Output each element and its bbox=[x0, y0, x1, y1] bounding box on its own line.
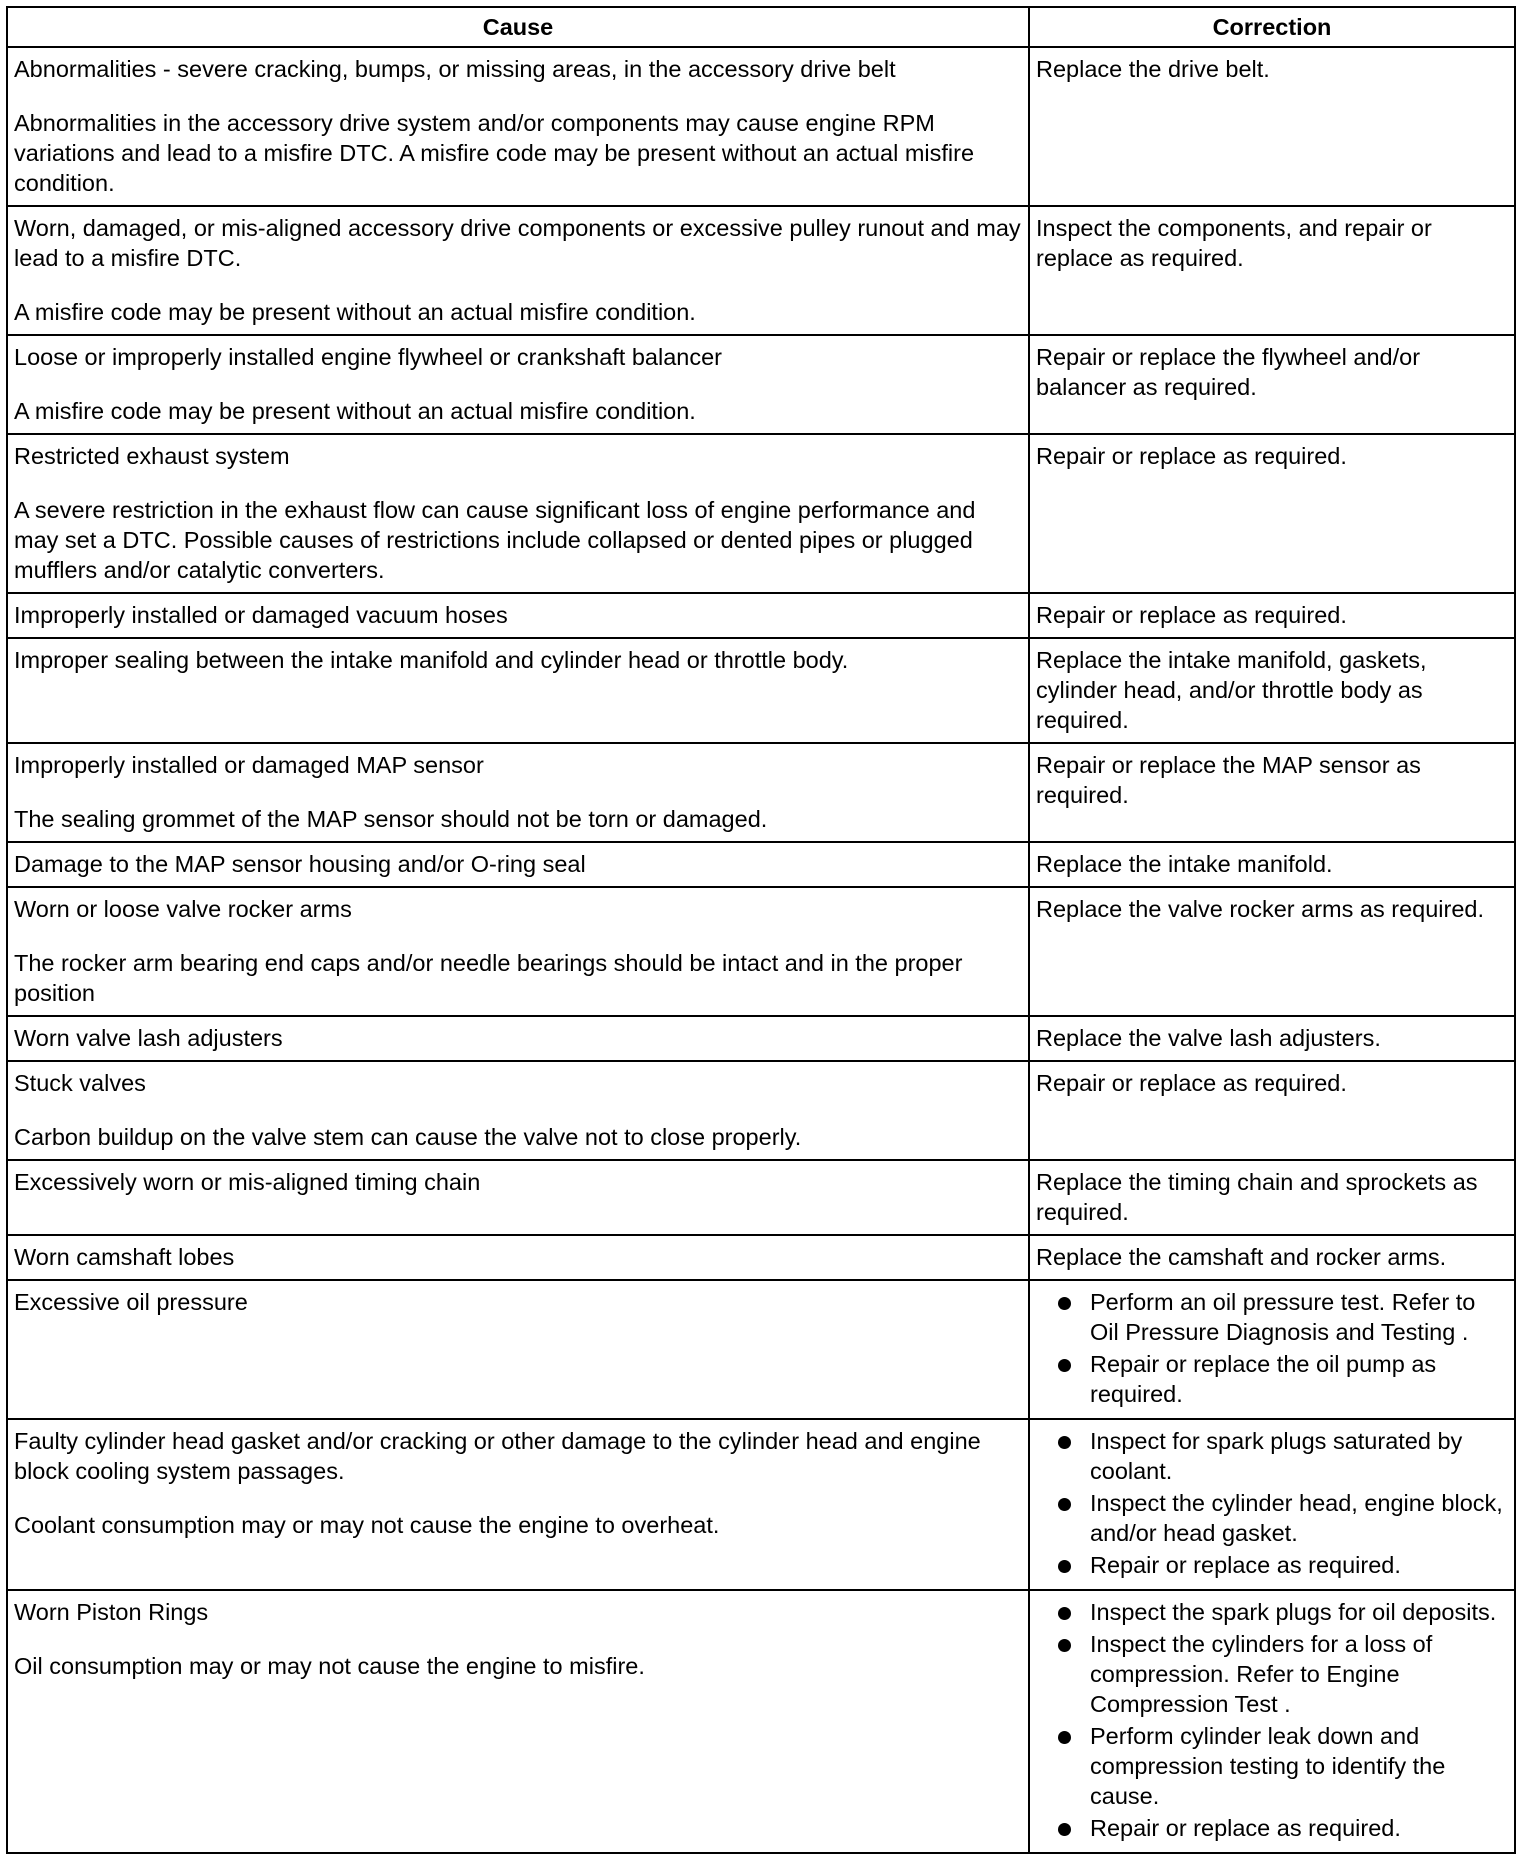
table-row bbox=[7, 47, 1515, 206]
cause-cell bbox=[7, 1419, 1029, 1590]
table-row bbox=[7, 1160, 1515, 1235]
correction-bullet-item: Inspect for spark plugs saturated by coolant. bbox=[1036, 1426, 1508, 1486]
correction-cell bbox=[1029, 434, 1515, 593]
cause-cell bbox=[7, 1160, 1029, 1235]
correction-text: Repair or replace as required. bbox=[1036, 1070, 1347, 1096]
cause-note: A severe restriction in the exhaust flow can cause significant loss of engine performance and may set a DTC. Possible causes of restrictions include collapsed or dented pipes or plugged mufflers and/or catalytic converters. bbox=[14, 497, 976, 583]
cause-text: Improperly installed or damaged vacuum hoses bbox=[14, 602, 508, 628]
correction-text: Repair or replace the MAP sensor as required. bbox=[1036, 752, 1421, 808]
cause-cell bbox=[7, 638, 1029, 743]
table-row bbox=[7, 1016, 1515, 1061]
cause-note: A misfire code may be present without an actual misfire condition. bbox=[14, 299, 696, 325]
correction-bullet-item: Inspect the spark plugs for oil deposits. bbox=[1036, 1597, 1508, 1627]
cause-text: Damage to the MAP sensor housing and/or O-ring seal bbox=[14, 851, 586, 877]
cause-text: Improperly installed or damaged MAP sensor bbox=[14, 752, 484, 778]
table-row bbox=[7, 1419, 1515, 1590]
correction-bullet-item: Repair or replace as required. bbox=[1036, 1813, 1508, 1843]
correction-text: Replace the camshaft and rocker arms. bbox=[1036, 1244, 1447, 1270]
table-row bbox=[7, 887, 1515, 1016]
correction-cell bbox=[1029, 743, 1515, 842]
correction-text: Repair or replace as required. bbox=[1036, 602, 1347, 628]
table-row bbox=[7, 638, 1515, 743]
correction-cell bbox=[1029, 887, 1515, 1016]
cause-cell bbox=[7, 1016, 1029, 1061]
cause-note: Carbon buildup on the valve stem can cause the valve not to close properly. bbox=[14, 1124, 802, 1150]
cause-cell bbox=[7, 842, 1029, 887]
correction-text: Repair or replace the flywheel and/or balancer as required. bbox=[1036, 344, 1421, 400]
correction-header: Correction bbox=[1029, 7, 1515, 47]
cause-text: Improper sealing between the intake manifold and cylinder head or throttle body. bbox=[14, 647, 849, 673]
correction-bullet-item: Repair or replace as required. bbox=[1036, 1550, 1508, 1580]
cause-text: Excessive oil pressure bbox=[14, 1289, 248, 1315]
cause-note: Coolant consumption may or may not cause the engine to overheat. bbox=[14, 1512, 720, 1538]
cause-text: Stuck valves bbox=[14, 1070, 146, 1096]
correction-cell bbox=[1029, 1160, 1515, 1235]
cause-cell bbox=[7, 1235, 1029, 1280]
cause-cell bbox=[7, 743, 1029, 842]
correction-cell bbox=[1029, 593, 1515, 638]
cause-note: Oil consumption may or may not cause the engine to misfire. bbox=[14, 1653, 645, 1679]
table-row bbox=[7, 1590, 1515, 1853]
cause-text: Abnormalities - severe cracking, bumps, or missing areas, in the accessory drive belt bbox=[14, 56, 896, 82]
cause-text: Faulty cylinder head gasket and/or cracking or other damage to the cylinder head and engine block cooling system passages. bbox=[14, 1428, 981, 1484]
cause-text: Worn, damaged, or mis-aligned accessory drive components or excessive pulley runout and may lead to a misfire DTC. bbox=[14, 215, 1021, 271]
cause-text: Worn camshaft lobes bbox=[14, 1244, 235, 1270]
cause-cell bbox=[7, 335, 1029, 434]
correction-cell bbox=[1029, 1280, 1515, 1419]
correction-text: Replace the intake manifold. bbox=[1036, 851, 1333, 877]
correction-bullet-item: Perform an oil pressure test. Refer to Oil Pressure Diagnosis and Testing . bbox=[1036, 1287, 1508, 1347]
correction-text: Replace the valve rocker arms as required. bbox=[1036, 896, 1485, 922]
cause-cell bbox=[7, 887, 1029, 1016]
table-row bbox=[7, 434, 1515, 593]
table-row bbox=[7, 1280, 1515, 1419]
correction-text: Replace the valve lash adjusters. bbox=[1036, 1025, 1381, 1051]
cause-cell bbox=[7, 206, 1029, 335]
correction-text: Replace the drive belt. bbox=[1036, 56, 1270, 82]
correction-bullet-list bbox=[1036, 1287, 1508, 1409]
cause-cell bbox=[7, 1590, 1029, 1853]
correction-cell bbox=[1029, 1590, 1515, 1853]
table-row bbox=[7, 335, 1515, 434]
table-row bbox=[7, 743, 1515, 842]
table-row bbox=[7, 206, 1515, 335]
correction-text: Replace the timing chain and sprockets as required. bbox=[1036, 1169, 1478, 1225]
cause-note: A misfire code may be present without an actual misfire condition. bbox=[14, 398, 696, 424]
correction-cell bbox=[1029, 47, 1515, 206]
table-row bbox=[7, 1061, 1515, 1160]
table-row bbox=[7, 1235, 1515, 1280]
correction-bullet-item: Inspect the cylinder head, engine block, and/or head gasket. bbox=[1036, 1488, 1508, 1548]
cause-note: Abnormalities in the accessory drive system and/or components may cause engine RPM variations and lead to a misfire DTC. A misfire code may be present without an actual misfire condition. bbox=[14, 110, 975, 196]
correction-cell bbox=[1029, 842, 1515, 887]
table-row bbox=[7, 842, 1515, 887]
cause-cell bbox=[7, 1280, 1029, 1419]
cause-text: Restricted exhaust system bbox=[14, 443, 290, 469]
correction-cell bbox=[1029, 206, 1515, 335]
cause-cell bbox=[7, 1061, 1029, 1160]
cause-text: Worn valve lash adjusters bbox=[14, 1025, 283, 1051]
cause-note: The rocker arm bearing end caps and/or needle bearings should be intact and in the proper position bbox=[14, 950, 963, 1006]
cause-text: Loose or improperly installed engine flywheel or crankshaft balancer bbox=[14, 344, 722, 370]
header-row bbox=[7, 7, 1515, 47]
correction-text: Replace the intake manifold, gaskets, cylinder head, and/or throttle body as required. bbox=[1036, 647, 1427, 733]
correction-cell bbox=[1029, 1235, 1515, 1280]
correction-text: Repair or replace as required. bbox=[1036, 443, 1347, 469]
cause-note: The sealing grommet of the MAP sensor should not be torn or damaged. bbox=[14, 806, 768, 832]
cause-text: Worn or loose valve rocker arms bbox=[14, 896, 352, 922]
correction-bullet-list bbox=[1036, 1426, 1508, 1580]
correction-bullet-item: Inspect the cylinders for a loss of compression. Refer to Engine Compression Test . bbox=[1036, 1629, 1508, 1719]
correction-text: Inspect the components, and repair or replace as required. bbox=[1036, 215, 1432, 271]
correction-cell bbox=[1029, 638, 1515, 743]
correction-cell bbox=[1029, 335, 1515, 434]
diagnosis-table bbox=[6, 6, 1516, 1854]
correction-bullet-list bbox=[1036, 1597, 1508, 1843]
cause-cell bbox=[7, 593, 1029, 638]
cause-cell bbox=[7, 434, 1029, 593]
correction-bullet-item: Perform cylinder leak down and compression testing to identify the cause. bbox=[1036, 1721, 1508, 1811]
correction-cell bbox=[1029, 1016, 1515, 1061]
cause-text: Worn Piston Rings bbox=[14, 1599, 209, 1625]
correction-cell bbox=[1029, 1061, 1515, 1160]
cause-cell bbox=[7, 47, 1029, 206]
cause-text: Excessively worn or mis-aligned timing chain bbox=[14, 1169, 481, 1195]
correction-cell bbox=[1029, 1419, 1515, 1590]
correction-bullet-item: Repair or replace the oil pump as required. bbox=[1036, 1349, 1508, 1409]
table-row bbox=[7, 593, 1515, 638]
cause-header: Cause bbox=[7, 7, 1029, 47]
